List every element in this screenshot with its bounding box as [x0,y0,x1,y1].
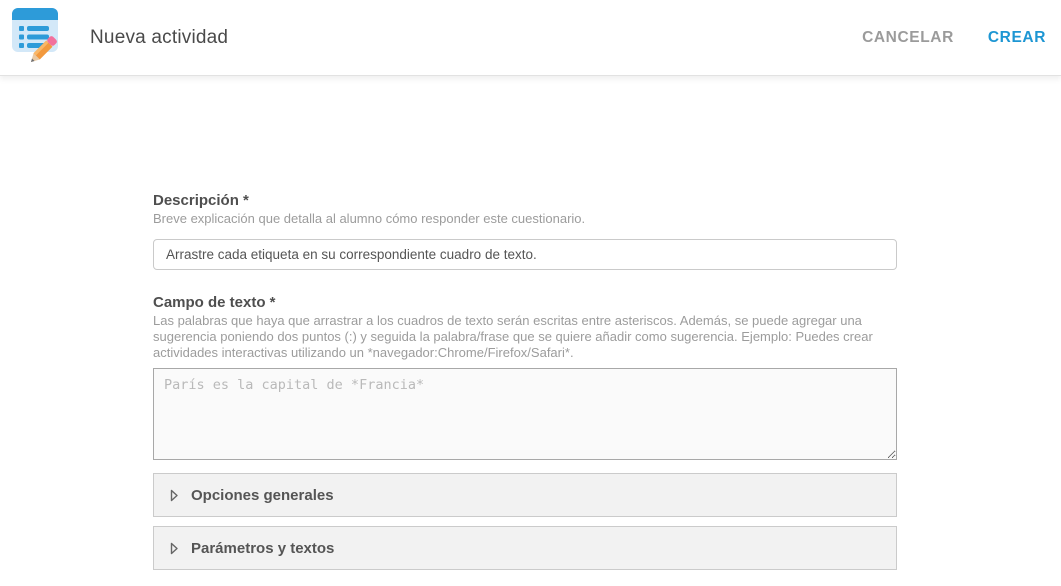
text-field-group [153,294,897,460]
app-header [0,0,1061,75]
text-field-label: Campo de texto * [153,294,276,311]
create-button[interactable]: CREAR [987,28,1046,46]
new-activity-form [153,75,897,570]
chevron-right-icon [170,489,179,502]
activity-list-pencil-icon [10,5,64,70]
description-help-text: Breve explicación que detalla al alumno cómo responder este cuestionario. [153,211,586,226]
description-input[interactable] [153,239,897,270]
page-title: Nueva actividad [90,26,229,48]
chevron-right-icon [170,542,179,555]
header-actions [862,29,1046,47]
text-field-textarea[interactable] [153,368,897,460]
accordion-opciones-generales[interactable] [153,473,897,517]
accordion-parametros-y-textos[interactable] [153,526,897,570]
text-field-help-text: Las palabras que haya que arrastrar a los cuadros de texto serán escritas entre asteriscos. Además, se puede agregar una sugerencia poniendo dos puntos (:) y seguida la palabra/frase que se quiere añadir como sugerencia. Ejemplo: Puedes crear actividades interactivas utilizando un *navegador:Chrome/Firefox/Safari*. [153,313,873,360]
cancel-button[interactable]: CANCELAR [862,28,954,46]
accordion-label: Parámetros y textos [191,539,335,557]
description-field-group [153,192,897,294]
description-label: Descripción * [153,192,249,209]
accordion-label: Opciones generales [191,486,334,504]
